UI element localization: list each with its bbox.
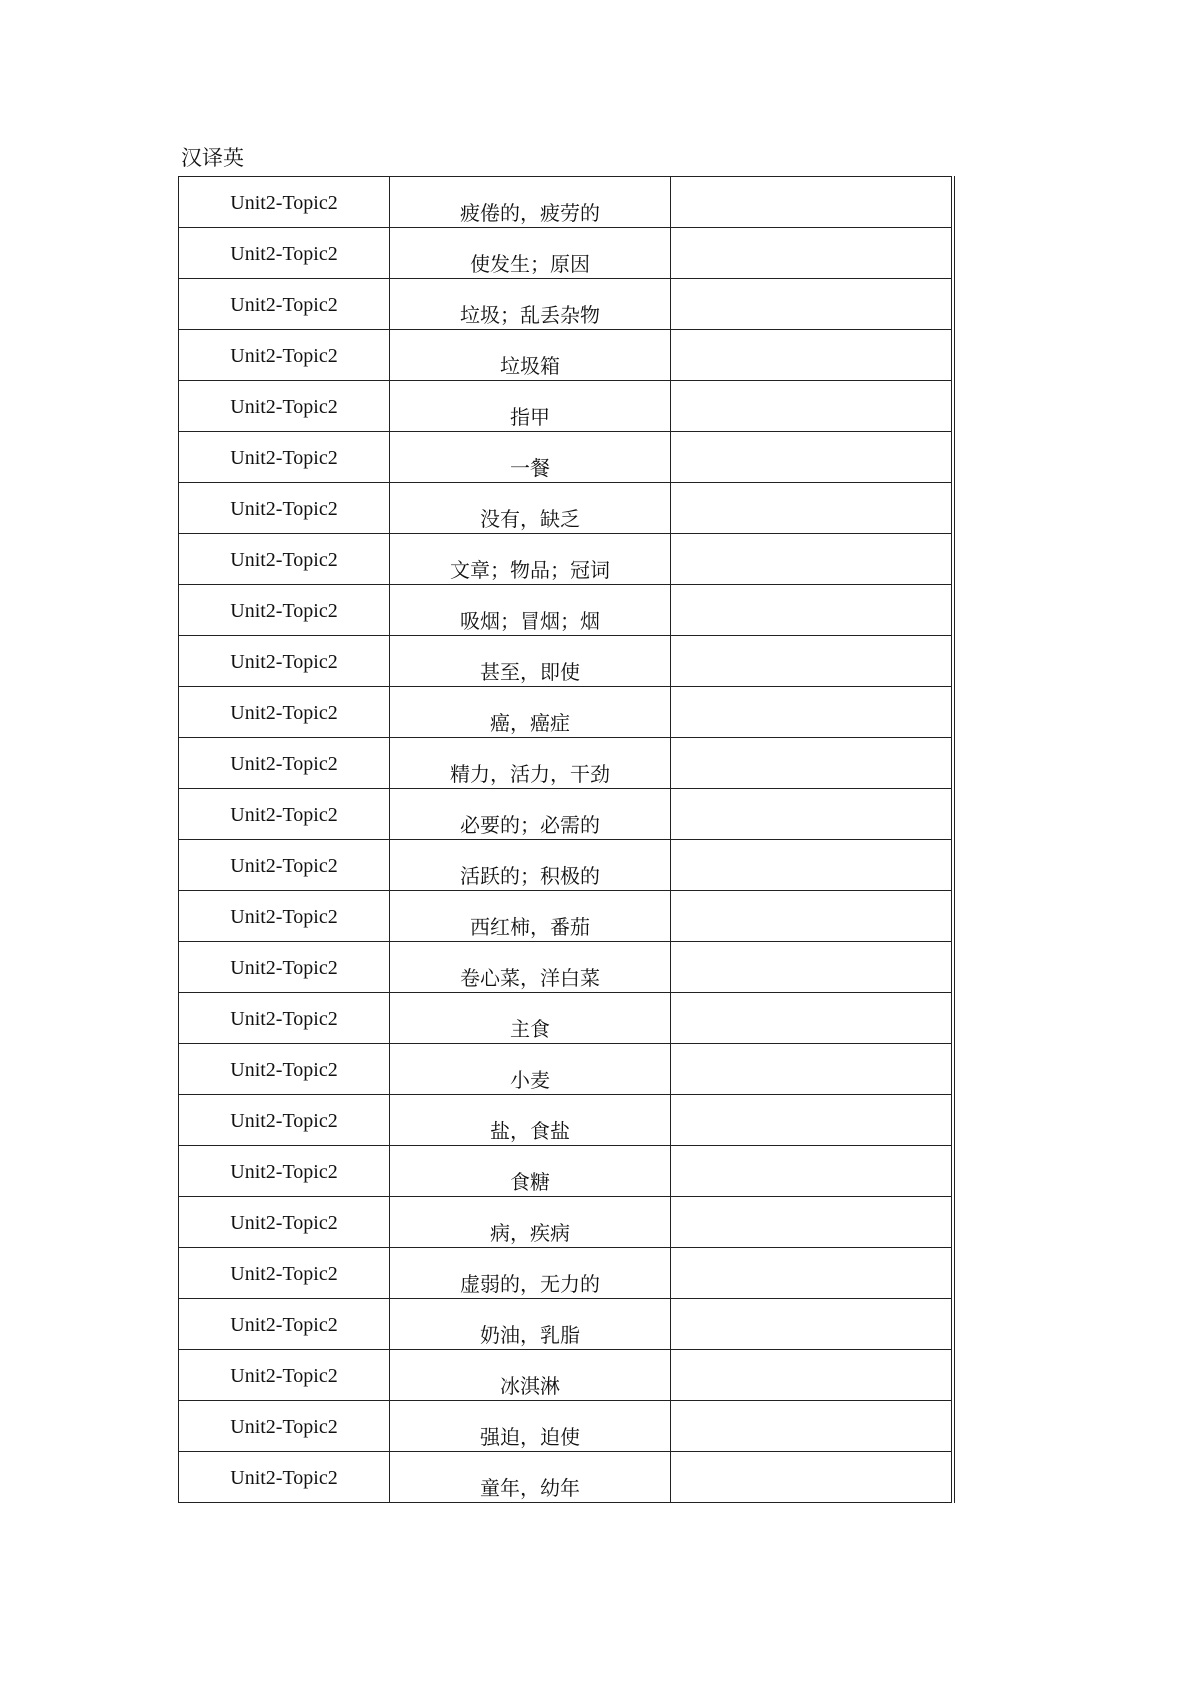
chinese-meaning-cell: 吸烟；冒烟；烟 (390, 585, 671, 636)
english-answer-cell (671, 279, 954, 330)
table-row (179, 1350, 954, 1401)
table-row (179, 840, 954, 891)
unit-cell: Unit2-Topic2 (179, 483, 390, 534)
unit-cell: Unit2-Topic2 (179, 279, 390, 330)
unit-cell: Unit2-Topic2 (179, 177, 390, 228)
chinese-meaning-cell: 使发生；原因 (390, 228, 671, 279)
unit-cell: Unit2-Topic2 (179, 1044, 390, 1095)
english-answer-cell (671, 1401, 954, 1452)
table-row (179, 687, 954, 738)
unit-cell: Unit2-Topic2 (179, 942, 390, 993)
unit-cell: Unit2-Topic2 (179, 993, 390, 1044)
english-answer-cell (671, 840, 954, 891)
chinese-meaning-cell: 必要的；必需的 (390, 789, 671, 840)
english-answer-cell (671, 891, 954, 942)
page-heading: 汉译英 (181, 146, 244, 170)
chinese-meaning-cell: 甚至，即使 (390, 636, 671, 687)
unit-cell: Unit2-Topic2 (179, 228, 390, 279)
table-row (179, 1146, 954, 1197)
unit-cell: Unit2-Topic2 (179, 1197, 390, 1248)
vocabulary-table-body (179, 177, 954, 1503)
english-answer-cell (671, 1146, 954, 1197)
table-row (179, 1299, 954, 1350)
chinese-meaning-cell: 奶油，乳脂 (390, 1299, 671, 1350)
unit-cell: Unit2-Topic2 (179, 840, 390, 891)
english-answer-cell (671, 636, 954, 687)
chinese-meaning-cell: 一餐 (390, 432, 671, 483)
chinese-meaning-cell: 冰淇淋 (390, 1350, 671, 1401)
table-row (179, 738, 954, 789)
unit-cell: Unit2-Topic2 (179, 1095, 390, 1146)
chinese-meaning-cell: 主食 (390, 993, 671, 1044)
vocabulary-table (178, 176, 955, 1503)
table-row (179, 891, 954, 942)
english-answer-cell (671, 789, 954, 840)
unit-cell: Unit2-Topic2 (179, 1146, 390, 1197)
unit-cell: Unit2-Topic2 (179, 738, 390, 789)
english-answer-cell (671, 1095, 954, 1146)
unit-cell: Unit2-Topic2 (179, 789, 390, 840)
table-row (179, 228, 954, 279)
unit-cell: Unit2-Topic2 (179, 1299, 390, 1350)
table-row (179, 585, 954, 636)
table-row (179, 381, 954, 432)
chinese-meaning-cell: 癌，癌症 (390, 687, 671, 738)
unit-cell: Unit2-Topic2 (179, 1248, 390, 1299)
english-answer-cell (671, 1350, 954, 1401)
table-row (179, 1044, 954, 1095)
chinese-meaning-cell: 垃圾；乱丢杂物 (390, 279, 671, 330)
chinese-meaning-cell: 文章；物品；冠词 (390, 534, 671, 585)
unit-cell: Unit2-Topic2 (179, 1452, 390, 1503)
table-row (179, 432, 954, 483)
english-answer-cell (671, 1452, 954, 1503)
table-row (179, 1095, 954, 1146)
english-answer-cell (671, 1044, 954, 1095)
unit-cell: Unit2-Topic2 (179, 636, 390, 687)
english-answer-cell (671, 585, 954, 636)
chinese-meaning-cell: 盐，食盐 (390, 1095, 671, 1146)
english-answer-cell (671, 483, 954, 534)
chinese-meaning-cell: 没有，缺乏 (390, 483, 671, 534)
table-row (179, 636, 954, 687)
table-row (179, 789, 954, 840)
unit-cell: Unit2-Topic2 (179, 687, 390, 738)
english-answer-cell (671, 432, 954, 483)
unit-cell: Unit2-Topic2 (179, 1350, 390, 1401)
table-row (179, 1248, 954, 1299)
chinese-meaning-cell: 病，疾病 (390, 1197, 671, 1248)
english-answer-cell (671, 687, 954, 738)
table-row (179, 534, 954, 585)
unit-cell: Unit2-Topic2 (179, 330, 390, 381)
english-answer-cell (671, 1197, 954, 1248)
unit-cell: Unit2-Topic2 (179, 1401, 390, 1452)
chinese-meaning-cell: 强迫，迫使 (390, 1401, 671, 1452)
english-answer-cell (671, 534, 954, 585)
english-answer-cell (671, 942, 954, 993)
chinese-meaning-cell: 食糖 (390, 1146, 671, 1197)
english-answer-cell (671, 738, 954, 789)
chinese-meaning-cell: 指甲 (390, 381, 671, 432)
chinese-meaning-cell: 小麦 (390, 1044, 671, 1095)
chinese-meaning-cell: 卷心菜，洋白菜 (390, 942, 671, 993)
table-row (179, 177, 954, 228)
chinese-meaning-cell: 活跃的；积极的 (390, 840, 671, 891)
english-answer-cell (671, 228, 954, 279)
unit-cell: Unit2-Topic2 (179, 585, 390, 636)
table-row (179, 1452, 954, 1503)
table-row (179, 942, 954, 993)
chinese-meaning-cell: 垃圾箱 (390, 330, 671, 381)
table-row (179, 1401, 954, 1452)
chinese-meaning-cell: 虚弱的，无力的 (390, 1248, 671, 1299)
english-answer-cell (671, 330, 954, 381)
table-row (179, 483, 954, 534)
unit-cell: Unit2-Topic2 (179, 381, 390, 432)
chinese-meaning-cell: 疲倦的，疲劳的 (390, 177, 671, 228)
chinese-meaning-cell: 童年，幼年 (390, 1452, 671, 1503)
table-row (179, 1197, 954, 1248)
table-row (179, 279, 954, 330)
english-answer-cell (671, 1248, 954, 1299)
english-answer-cell (671, 177, 954, 228)
english-answer-cell (671, 1299, 954, 1350)
table-row (179, 993, 954, 1044)
chinese-meaning-cell: 西红柿，番茄 (390, 891, 671, 942)
unit-cell: Unit2-Topic2 (179, 891, 390, 942)
unit-cell: Unit2-Topic2 (179, 432, 390, 483)
table-row (179, 330, 954, 381)
english-answer-cell (671, 381, 954, 432)
unit-cell: Unit2-Topic2 (179, 534, 390, 585)
chinese-meaning-cell: 精力，活力，干劲 (390, 738, 671, 789)
english-answer-cell (671, 993, 954, 1044)
